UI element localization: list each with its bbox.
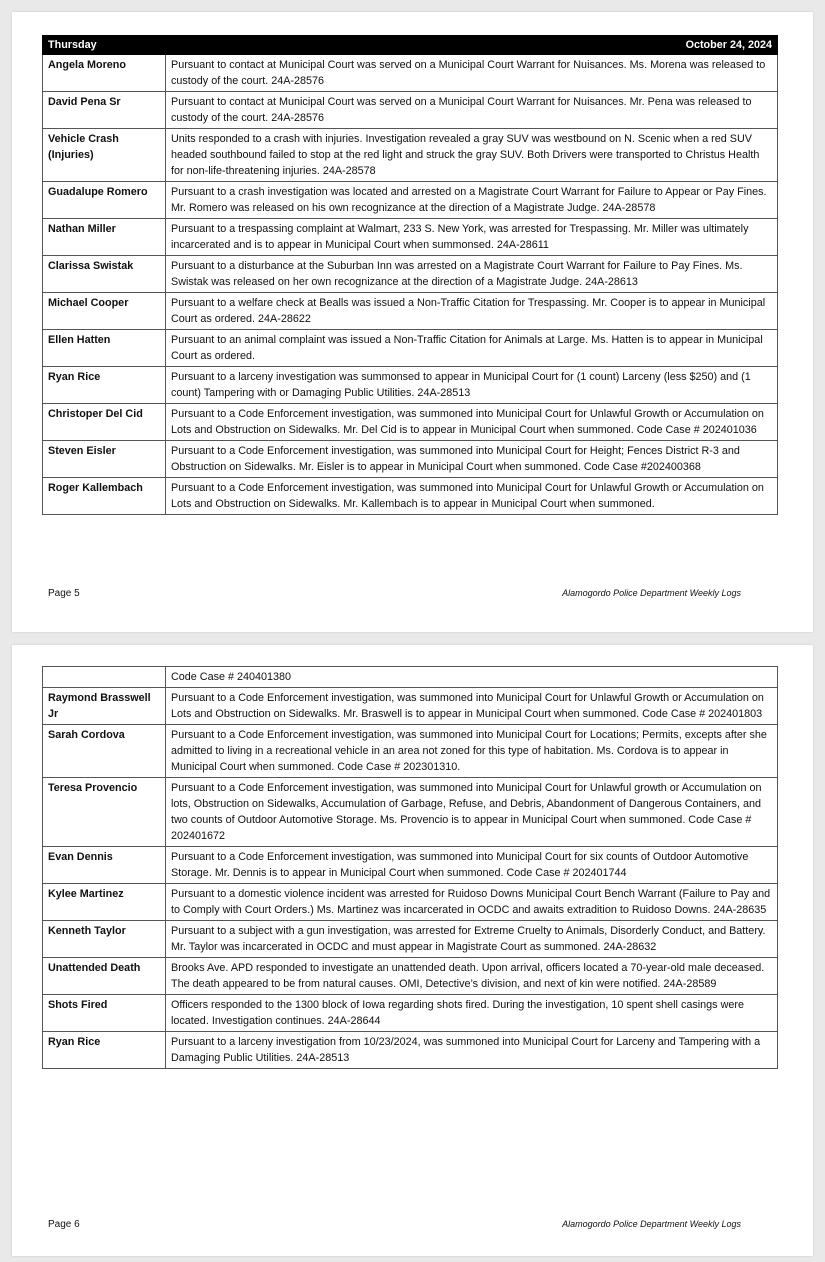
header-date: October 24, 2024 [166,36,778,55]
entry-description: Pursuant to contact at Municipal Court was served on a Municipal Court Warrant for Nuisances. Mr. Pena was released to custody of the court. 24A-28576 [166,92,778,129]
entry-name: Kenneth Taylor [43,921,166,958]
entry-name: Angela Moreno [43,55,166,92]
table-row [43,367,778,404]
table-row [43,330,778,367]
table-row [43,92,778,129]
entry-name: Shots Fired [43,995,166,1032]
table-row [43,293,778,330]
table-row [43,778,778,847]
entry-name: Nathan Miller [43,219,166,256]
table-row [43,256,778,293]
entry-description: Pursuant to a Code Enforcement investigation, was summoned into Municipal Court for Unlawful Growth or Accumulation on Lots and Obstruction on Sidewalks. Mr. Braswell is to appear in Municipal Court when summoned. Code Case # 202401803 [166,688,778,725]
entry-name: Steven Eisler [43,441,166,478]
entry-name: Raymond Brasswell Jr [43,688,166,725]
entry-name: David Pena Sr [43,92,166,129]
entry-description: Pursuant to a welfare check at Bealls was issued a Non-Traffic Citation for Trespassing. Mr. Cooper is to appear in Municipal Court as ordered. 24A-28622 [166,293,778,330]
entry-name: Roger Kallembach [43,478,166,515]
entry-description: Brooks Ave. APD responded to investigate an unattended death. Upon arrival, officers located a 70-year-old male deceased. The death appeared to be from natural causes. OMI, Detective’s division, and next of kin were notified. 24A-28589 [166,958,778,995]
entry-description: Pursuant to a larceny investigation was summonsed to appear in Municipal Court for (1 count) Larceny (less $250) and (1 count) Tampering with or Damaging Public Utilities. 24A-28513 [166,367,778,404]
entry-description: Pursuant to a Code Enforcement investigation, was summoned into Municipal Court for Unlawful Growth or Accumulation on Lots and Obstruction on Sidewalks. Mr. Kallembach is to appear in Municipal Court when summoned. [166,478,778,515]
table-row [43,478,778,515]
entry-name: Guadalupe Romero [43,182,166,219]
entry-name: Vehicle Crash (Injuries) [43,129,166,182]
entry-description: Units responded to a crash with injuries. Investigation revealed a gray SUV was westbound on N. Scenic when a red SUV headed southbound failed to stop at the red light and struck the gray SUV. Both Drivers were transported to Christus Health for non-life-threatening injuries. 24A-28578 [166,129,778,182]
entry-description: Pursuant to a disturbance at the Suburban Inn was arrested on a Magistrate Court Warrant for Failure to Pay Fines. Ms. Swistak was released on her own recognizance at the direction of a Magistrate Judge. 24A-28613 [166,256,778,293]
entry-description: Pursuant to a subject with a gun investigation, was arrested for Extreme Cruelty to Animals, Disorderly Conduct, and Battery. Mr. Taylor was incarcerated in OCDC and must appear in Magistrate Court as summoned. 24A-28632 [166,921,778,958]
table-row [43,921,778,958]
entry-name [43,667,166,688]
table-row [43,404,778,441]
header-day: Thursday [43,36,166,55]
table-row [43,219,778,256]
entry-name: Ryan Rice [43,1032,166,1069]
entry-description: Pursuant to a crash investigation was located and arrested on a Magistrate Court Warrant for Failure to Appear or Pay Fines. Mr. Romero was released on his own recognizance at the direction of a Magistrate Judge. 24A-28578 [166,182,778,219]
table-row [43,55,778,92]
entry-name: Evan Dennis [43,847,166,884]
footer-title: Alamogordo Police Department Weekly Logs [562,1219,741,1229]
document-page-6 [12,645,813,1256]
entry-description: Pursuant to a larceny investigation from 10/23/2024, was summoned into Municipal Court for Larceny and Tampering with a Damaging Public Utilities. 24A-28513 [166,1032,778,1069]
entry-description: Pursuant to a Code Enforcement investigation, was summoned into Municipal Court for Height; Fences District R-3 and Obstruction on Sidewalks. Mr. Eisler is to appear in Municipal Court when summoned. Code Case #202400368 [166,441,778,478]
entry-name: Michael Cooper [43,293,166,330]
entry-description: Pursuant to a domestic violence incident was arrested for Ruidoso Downs Municipal Court Bench Warrant (Failure to Pay and to Comply with Court Orders.) Ms. Martinez was incarcerated in OCDC and awaits extradition to Ruidoso Downs. 24A-28635 [166,884,778,921]
entry-description: Pursuant to a Code Enforcement investigation, was summoned into Municipal Court for six counts of Outdoor Automotive Storage. Mr. Dennis is to appear in Municipal Court when summoned. Code Case # 202401744 [166,847,778,884]
entry-description: Pursuant to a Code Enforcement investigation, was summoned into Municipal Court for Locations; Permits, excepts after she admitted to living in a recreational vehicle in an area not zoned for this type of habitation. Ms. Cordova is to appear in Municipal Court when summoned. Code Case # 202301310. [166,725,778,778]
entry-description: Pursuant to a Code Enforcement investigation, was summoned into Municipal Court for Unlawful growth or Accumulation on lots, Obstruction on Sidewalks, Accumulation of Garbage, Refuse, and Debris, Abandonment of Dangerous Containers, and two counts of Outdoor Automotive Storage. Ms. Provencio is to appear in Municipal Court when summoned. Code Case # 202401672 [166,778,778,847]
table-row [43,441,778,478]
table-row [43,182,778,219]
page-number: Page 5 [48,588,80,599]
document-page-5 [12,12,813,632]
entry-name: Clarissa Swistak [43,256,166,293]
table-row [43,995,778,1032]
log-table-page-5 [42,35,778,515]
table-row [43,725,778,778]
table-row [43,129,778,182]
entry-description: Pursuant to an animal complaint was issued a Non-Traffic Citation for Animals at Large. Ms. Hatten is to appear in Municipal Court as ordered. [166,330,778,367]
entry-name: Ellen Hatten [43,330,166,367]
entry-name: Kylee Martinez [43,884,166,921]
table-row [43,688,778,725]
entry-description: Pursuant to a trespassing complaint at Walmart, 233 S. New York, was arrested for Trespassing. Mr. Miller was ultimately incarcerated and is to appear in Municipal Court when summonsed. 24A-28611 [166,219,778,256]
entry-name: Teresa Provencio [43,778,166,847]
entry-name: Ryan Rice [43,367,166,404]
entry-description: Officers responded to the 1300 block of Iowa regarding shots fired. During the investigation, 10 spent shell casings were located. Investigation continues. 24A-28644 [166,995,778,1032]
table-row [43,1032,778,1069]
page-number: Page 6 [48,1219,80,1230]
entry-description: Pursuant to a Code Enforcement investigation, was summoned into Municipal Court for Unlawful Growth or Accumulation on Lots and Obstruction on Sidewalks. Mr. Del Cid is to appear in Municipal Court when summoned. Code Case # 202401036 [166,404,778,441]
table-row [43,667,778,688]
log-table-page-6 [42,666,778,1069]
entry-description: Code Case # 240401380 [166,667,778,688]
table-row [43,884,778,921]
entry-description: Pursuant to contact at Municipal Court was served on a Municipal Court Warrant for Nuisances. Ms. Morena was released to custody of the court. 24A-28576 [166,55,778,92]
entry-name: Unattended Death [43,958,166,995]
table-row [43,847,778,884]
table-row [43,958,778,995]
entry-name: Christoper Del Cid [43,404,166,441]
footer-title: Alamogordo Police Department Weekly Logs [562,588,741,598]
table-header-row [43,36,778,55]
entry-name: Sarah Cordova [43,725,166,778]
